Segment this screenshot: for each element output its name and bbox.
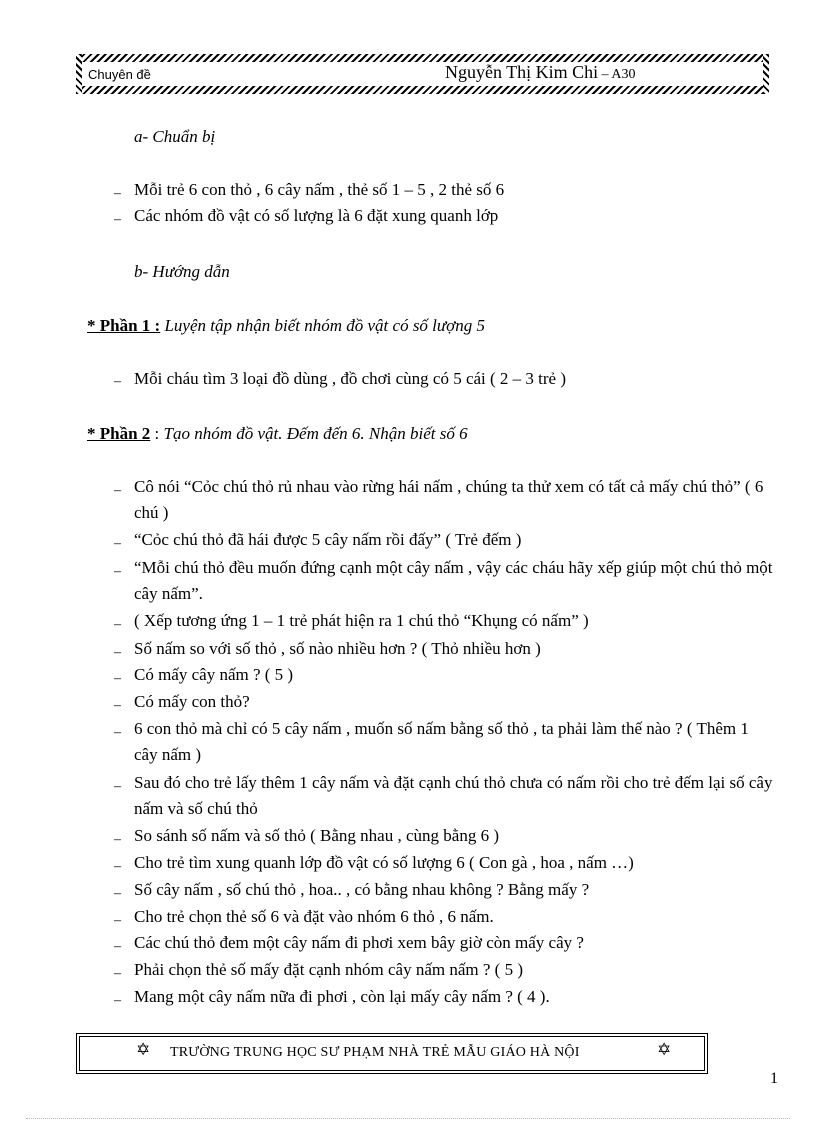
list-item: Số nấm so với số thỏ , số nào nhiều hơn ? ( Thỏ nhiều hơn ) — [134, 639, 541, 658]
list-item: So sánh số nấm và số thỏ ( Bằng nhau , cùng bằng 6 ) — [134, 826, 499, 845]
part1-heading — [87, 316, 485, 336]
star-of-david-icon: ✡ — [136, 1040, 151, 1059]
bullet-dash: – — [114, 671, 121, 686]
header-border-right — [763, 54, 769, 94]
list-item: Có mấy con thỏ? — [134, 692, 250, 711]
page-number: 1 — [770, 1070, 778, 1087]
list-item: Mang một cây nấm nữa đi phơi , còn lại mấy cây nấm ? ( 4 ). — [134, 987, 550, 1006]
part2-title: Tạo nhóm đồ vật. Đếm đến 6. Nhận biết số 6 — [163, 424, 468, 443]
author-name: Nguyễn Thị Kim Chi — [445, 62, 599, 82]
list-item: Sau đó cho trẻ lấy thêm 1 cây nấm và đặt cạnh chú thỏ chưa có nấm rồi cho trẻ đếm lại số cây nấm và số chú thỏ — [134, 773, 773, 818]
author-suffix: – A30 — [598, 67, 636, 82]
header-author — [445, 62, 636, 83]
footer-school-name: TRƯỜNG TRUNG HỌC SƯ PHẠM NHÀ TRẺ MẪU GIÁO HÀ NỘI — [170, 1045, 580, 1060]
list-item: ( Xếp tương ứng 1 – 1 trẻ phát hiện ra 1 chú thỏ “Khụng có nấm” ) — [134, 611, 589, 630]
bullet-dash: – — [114, 913, 121, 928]
bullet-dash: – — [114, 779, 121, 794]
bullet-dash: – — [114, 939, 121, 954]
list-item: Phải chọn thẻ số mấy đặt cạnh nhóm cây nấm nấm ? ( 5 ) — [134, 960, 523, 979]
part1-label: * Phần 1 : — [87, 316, 161, 335]
bullet-dash: – — [114, 212, 121, 227]
bullet-dash: – — [114, 859, 121, 874]
list-item: “Mỗi chú thỏ đều muốn đứng cạnh một cây nấm , vậy các cháu hãy xếp giúp một chú thỏ một cây nấm”. — [134, 558, 773, 603]
header-border-left — [76, 54, 82, 94]
list-item: Mỗi trẻ 6 con thỏ , 6 cây nấm , thẻ số 1 – 5 , 2 thẻ số 6 — [134, 180, 505, 199]
part2-separator: : — [150, 424, 164, 443]
bullet-dash: – — [114, 564, 121, 579]
list-item: Cho trẻ tìm xung quanh lớp đồ vật có số lượng 6 ( Con gà , hoa , nấm …) — [134, 853, 634, 872]
bullet-dash: – — [114, 536, 121, 551]
part2-heading — [87, 424, 468, 444]
list-item: Có mấy cây nấm ? ( 5 ) — [134, 665, 294, 684]
header-topic: Chuyên đề — [88, 67, 151, 82]
header-border-bottom — [76, 86, 769, 94]
bullet-dash: – — [114, 966, 121, 981]
header-border-top — [76, 54, 769, 62]
bullet-dash: – — [114, 374, 121, 389]
bullet-dash: – — [114, 645, 121, 660]
list-item: “Cỏc chú thỏ đã hái được 5 cây nấm rồi đấy” ( Trẻ đếm ) — [134, 530, 522, 549]
bullet-dash: – — [114, 186, 121, 201]
list-item: 6 con thỏ mà chỉ có 5 cây nấm , muốn số nấm bằng số thỏ , ta phải làm thế nào ? ( Thêm 1 cây nấm ) — [134, 719, 749, 764]
page-boundary — [26, 1118, 790, 1119]
list-item: Các chú thỏ đem một cây nấm đi phơi xem bây giờ còn mấy cây ? — [134, 933, 584, 952]
list-item: Các nhóm đồ vật có số lượng là 6 đặt xung quanh lớp — [134, 206, 499, 225]
list-item: Cô nói “Cỏc chú thỏ rủ nhau vào rừng hái nấm , chúng ta thử xem có tất cả mấy chú thỏ” ( 6 chú ) — [134, 477, 764, 522]
list-item: Mỗi cháu tìm 3 loại đồ dùng , đồ chơi cùng có 5 cái ( 2 – 3 trẻ ) — [134, 369, 567, 388]
part1-title: Luyện tập nhận biết nhóm đồ vật có số lượng 5 — [160, 316, 486, 335]
bullet-dash: – — [114, 725, 121, 740]
bullet-dash: – — [114, 832, 121, 847]
section-title-prep: a- Chuẩn bị — [134, 127, 216, 146]
part2-label: * Phần 2 — [87, 424, 151, 443]
star-of-david-icon: ✡ — [657, 1040, 672, 1059]
bullet-dash: – — [114, 993, 121, 1008]
bullet-dash: – — [114, 698, 121, 713]
list-item: Cho trẻ chọn thẻ số 6 và đặt vào nhóm 6 thỏ , 6 nấm. — [134, 907, 494, 926]
bullet-dash: – — [114, 617, 121, 632]
bullet-dash: – — [114, 483, 121, 498]
bullet-dash: – — [114, 886, 121, 901]
section-title-guide: b- Hướng dẫn — [134, 262, 230, 281]
list-item: Số cây nấm , số chú thỏ , hoa.. , có bằng nhau không ? Bằng mấy ? — [134, 880, 590, 899]
